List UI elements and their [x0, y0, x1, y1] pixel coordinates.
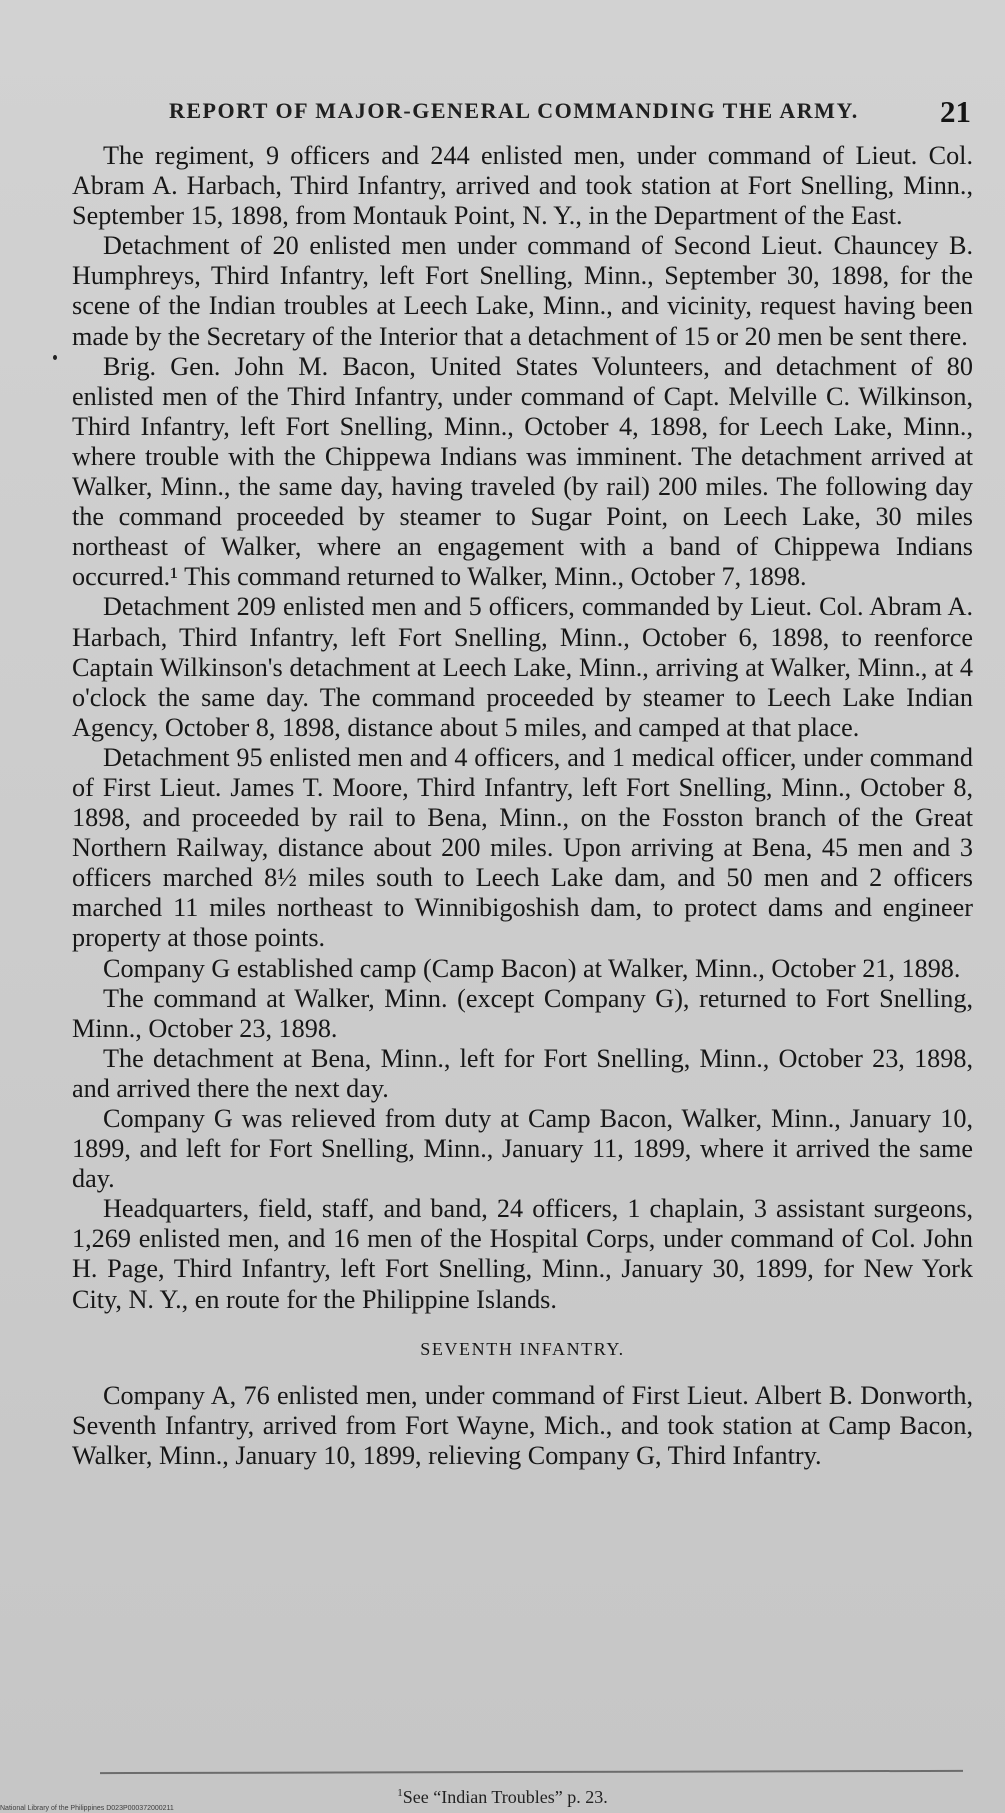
paragraph: The detachment at Bena, Minn., left for Fort Snelling, Minn., October 23, 1898, and arrived there the next day. [72, 1043, 973, 1103]
paragraph: Detachment 209 enlisted men and 5 officers, commanded by Lieut. Col. Abram A. Harbach, Third Infantry, left Fort Snelling, Minn., October 6, 1898, to reenforce Captain Wilkinson's detachment at Leech Lake, Minn., arriving at Walker, Minn., at 4 o'clock the same day. The command proceeded by steamer to Leech Lake Indian Agency, October 8, 1898, distance about 5 miles, and camped at that place. [72, 592, 973, 742]
paragraph: The command at Walker, Minn. (except Company G), returned to Fort Snelling, Minn., October 23, 1898. [72, 983, 973, 1043]
running-title: REPORT OF MAJOR-GENERAL COMMANDING THE ARMY. [169, 98, 859, 123]
paragraph: The regiment, 9 officers and 244 enlisted men, under command of Lieut. Col. Abram A. Harbach, Third Infantry, arrived and took station at Fort Snelling, Minn., September 15, 1898, from Montauk Point, N. Y., in the Department of the East. [72, 141, 973, 231]
paragraph: Detachment of 20 enlisted men under command of Second Lieut. Chauncey B. Humphreys, Third Infantry, left Fort Snelling, Minn., September 30, 1898, for the scene of the Indian troubles at Leech Lake, Minn., and vicinity, request having been made by the Secretary of the Interior that a detachment of 15 or 20 men be sent there. [72, 231, 973, 351]
paragraph: Company A, 76 enlisted men, under command of First Lieut. Albert B. Donworth, Seventh Infantry, arrived from Fort Wayne, Mich., and took station at Camp Bacon, Walker, Minn., January 10, 1899, relieving Company G, Third Infantry. [72, 1380, 973, 1470]
paragraph: Company G established camp (Camp Bacon) at Walker, Minn., October 21, 1898. [103, 953, 961, 983]
paragraph: Brig. Gen. John M. Bacon, United States Volunteers, and detachment of 80 enlisted men of the Third Infantry, under command of Capt. Melville C. Wilkinson, Third Infantry, left Fort Snelling, Minn., October 4, 1898, for Leech Lake, Minn., where trouble with the Chippewa Indians was imminent. The detachment arrived at Walker, Minn., the same day, having traveled (by rail) 200 miles. The following day the command proceeded by steamer to Sugar Point, on Leech Lake, 30 miles northeast of Walker, where an engagement with a band of Chippewa Indians occurred.¹ This command returned to Walker, Minn., October 7, 1898. [72, 351, 973, 592]
page-number: 21 [940, 94, 971, 129]
margin-mark [53, 355, 57, 360]
footnote-divider [100, 1770, 963, 1774]
paragraph: Detachment 95 enlisted men and 4 officers, and 1 medical officer, under command of First Lieut. James T. Moore, Third Infantry, left Fort Snelling, Minn., October 8, 1898, and proceeded by rail to Bena, Minn., on the Fosston branch of the Great Northern Railway, distance about 200 miles. Upon arriving at Bena, 45 men and 3 officers marched 8½ miles south to Leech Lake dam, and 50 men and 2 officers marched 11 miles northeast to Winnibigoshish dam, to protect dams and engineer property at those points. [72, 742, 973, 953]
footnote-text: See “Indian Troubles” p. 23. [402, 1787, 608, 1807]
page-header [155, 94, 985, 134]
footnote-marker: 1 [397, 1787, 403, 1799]
paragraph: Company G was relieved from duty at Camp Bacon, Walker, Minn., January 10, 1899, and left for Fort Snelling, Minn., January 11, 1899, where it arrived the same day. [72, 1104, 973, 1194]
paragraph: Headquarters, field, staff, and band, 24 officers, 1 chaplain, 3 assistant surgeons, 1,269 enlisted men, and 16 men of the Hospital Corps, under command of Col. John H. Page, Third Infantry, left Fort Snelling, Minn., January 30, 1899, for New York City, N. Y., en route for the Philippine Islands. [72, 1194, 973, 1314]
body-text [72, 141, 973, 1471]
library-watermark: National Library of the Philippines D023P000372000211 [0, 1805, 174, 1812]
section-heading: SEVENTH INFANTRY. [420, 1338, 625, 1359]
